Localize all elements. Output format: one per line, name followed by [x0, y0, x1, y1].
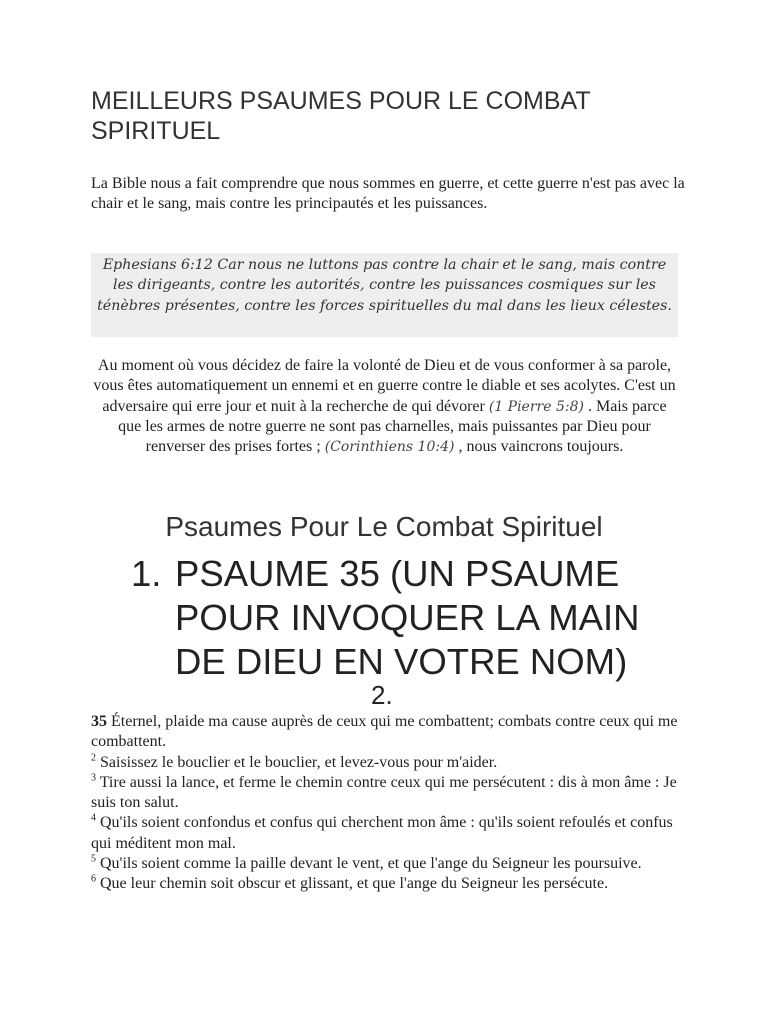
verse-text: Qu'ils soient confondus et confus qui cherchent mon âme : qu'ils soient refoulés et confus qui méditent mon mal.	[91, 814, 673, 852]
verse-item	[91, 874, 691, 894]
verse-item	[91, 712, 691, 753]
list-item-number-2: 2.	[371, 680, 393, 710]
verse-number: 6	[91, 874, 96, 886]
verse-item	[91, 753, 691, 773]
verse-number: 35	[91, 713, 107, 730]
verse-number: 3	[91, 772, 96, 784]
body-paragraph	[91, 356, 678, 457]
list-item-title: PSAUME 35 (UN PSAUME POUR INVOQUER LA MAIN DE DIEU EN VOTRE NOM)	[175, 553, 640, 682]
verse-text: Éternel, plaide ma cause auprès de ceux qui me combattent; combats contre ceux qui me combattent.	[91, 713, 678, 751]
scripture-reference-1: (1 Pierre 5:8)	[488, 398, 584, 415]
body-text-part3: , nous vaincrons toujours.	[454, 438, 624, 456]
scripture-quote: Ephesians 6:12 Car nous ne luttons pas contre la chair et le sang, mais contre les dirigeants, contre les autorités, contre les puissances cosmiques sur les ténèbres présentes, contre les forces spirituelles du mal dans les lieux célestes.	[91, 253, 678, 337]
list-item-number: 1.	[131, 553, 162, 594]
section-heading: Psaumes Pour Le Combat Spirituel	[165, 511, 603, 542]
verse-item	[91, 813, 691, 854]
verse-text: Qu'ils soient comme la paille devant le vent, et que l'ange du Seigneur les poursuive.	[96, 855, 642, 873]
verse-text: Saisissez le bouclier et le bouclier, et levez-vous pour m'aider.	[96, 753, 498, 771]
verse-number: 4	[91, 813, 96, 825]
page-title: MEILLEURS PSAUMES POUR LE COMBAT SPIRITUEL	[91, 87, 591, 145]
body-text-part2: . Mais parce que les armes de notre guerre ne sont pas charnelles, mais puissantes par Dieu pour renverser des prises fortes ;	[118, 397, 667, 456]
verse-item	[91, 854, 691, 874]
body-text-part1: Au moment où vous décidez de faire la volonté de Dieu et de vous conformer à sa parole, vous êtes automatiquement un ennemi et en guerre contre le diable et ses acolytes. C'est un adversaire qui erre jour et nuit à la recherche de qui dévorer	[93, 357, 676, 415]
verse-text: Que leur chemin soit obscur et glissant, et que l'ange du Seigneur les persécute.	[96, 875, 609, 893]
verse-number: 2	[91, 752, 96, 764]
verse-item	[91, 773, 691, 814]
verse-number: 5	[91, 853, 96, 865]
list-item-heading	[131, 552, 691, 684]
intro-paragraph: La Bible nous a fait comprendre que nous sommes en guerre, et cette guerre n'est pas avec la chair et le sang, mais contre les principautés et les puissances.	[91, 175, 685, 212]
verse-text: Tire aussi la lance, et ferme le chemin contre ceux qui me persécutent : dis à mon âme : Je suis ton salut.	[91, 773, 677, 812]
scripture-reference-2: (Corinthiens 10:4)	[324, 439, 455, 456]
verse-list	[91, 712, 691, 895]
